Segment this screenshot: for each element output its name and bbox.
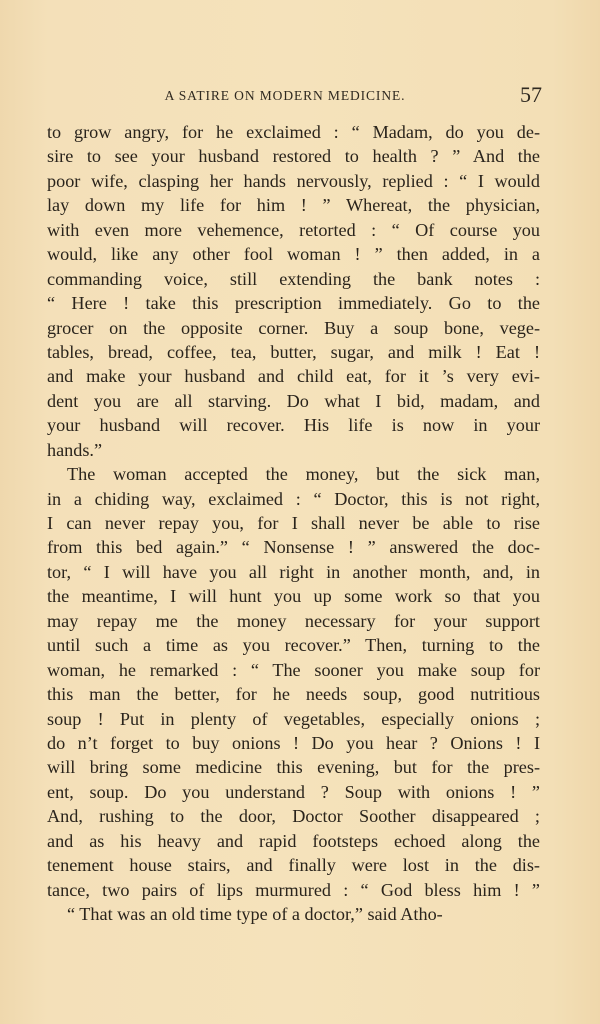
- text-line: tenement house stairs, and finally were lost in the dis-: [47, 855, 540, 876]
- page-number: 57: [520, 82, 542, 107]
- text-line: grocer on the opposite corner. Buy a soup bone, vege-: [47, 317, 540, 338]
- text-line: your husband will recover. His life is now in your: [47, 415, 540, 436]
- text-line: “ Here ! take this prescription immediately. Go to the: [47, 293, 540, 314]
- text-line: tor, “ I will have you all right in another month, and, in: [47, 561, 540, 582]
- text-line: would, like any other fool woman ! ” then added, in a: [47, 244, 540, 265]
- running-title: A SATIRE ON MODERN MEDICINE.: [164, 88, 406, 103]
- text-line: the meantime, I will hunt you up some work so that you: [47, 586, 540, 607]
- text-line: commanding voice, still extending the bank notes :: [47, 268, 540, 289]
- text-line: lay down my life for him ! ” Whereat, the physician,: [47, 195, 540, 216]
- text-line: do n’t forget to buy onions ! Do you hear ? Onions ! I: [47, 732, 540, 753]
- text-line: poor wife, clasping her hands nervously, replied : “ I would: [47, 170, 540, 191]
- text-line: The woman accepted the money, but the sick man,: [67, 464, 540, 485]
- text-line: hands.”: [47, 439, 103, 460]
- text-line: ent, soup. Do you understand ? Soup with onions ! ”: [47, 781, 540, 802]
- text-line: woman, he remarked : “ The sooner you make soup for: [47, 659, 540, 680]
- text-line: will bring some medicine this evening, but for the pres-: [47, 757, 540, 778]
- text-line: may repay me the money necessary for your support: [47, 610, 540, 631]
- text-line: And, rushing to the door, Doctor Soother disappeared ;: [47, 806, 540, 827]
- text-line: dent you are all starving. Do what I bid, madam, and: [47, 390, 540, 411]
- body-text: [47, 120, 540, 926]
- text-line: in a chiding way, exclaimed : “ Doctor, this is not right,: [47, 488, 540, 509]
- text-line: this man the better, for he needs soup, good nutritious: [47, 684, 540, 705]
- text-line: tables, bread, coffee, tea, butter, sugar, and milk ! Eat !: [47, 341, 540, 362]
- text-line: “ That was an old time type of a doctor,” said Atho-: [67, 904, 443, 924]
- running-head: [48, 84, 542, 108]
- text-line: to grow angry, for he exclaimed : “ Madam, do you de-: [47, 122, 540, 142]
- text-line: from this bed again.” “ Nonsense ! ” answered the doc-: [47, 537, 540, 558]
- text-line: and as his heavy and rapid footsteps echoed along the: [47, 830, 540, 851]
- text-line: and make your husband and child eat, for it ’s very evi-: [47, 366, 540, 387]
- text-line: tance, two pairs of lips murmured : “ God bless him ! ”: [47, 879, 540, 900]
- text-line: until such a time as you recover.” Then, turning to the: [47, 635, 540, 656]
- text-line: soup ! Put in plenty of vegetables, especially onions ;: [47, 708, 540, 729]
- text-line: sire to see your husband restored to health ? ” And the: [47, 146, 540, 167]
- text-line: with even more vehemence, retorted : “ Of course you: [47, 219, 540, 240]
- text-line: I can never repay you, for I shall never be able to rise: [47, 513, 540, 533]
